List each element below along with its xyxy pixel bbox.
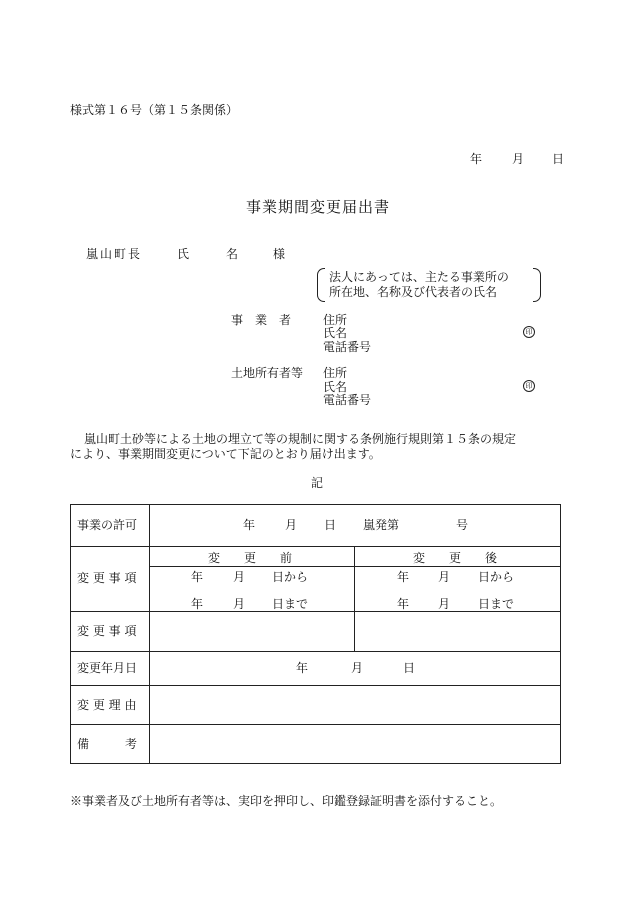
operator-seal-icon: 印 (523, 326, 535, 338)
before-from-year: 年 (191, 570, 204, 584)
date-month-label: 月 (512, 152, 525, 166)
before-from-month: 月 (233, 570, 246, 584)
body-text-line1: 嵐山町土砂等による土地の埋立て等の規制に関する条例施行規則第１５条の規定 (84, 432, 517, 446)
row6-value[interactable] (152, 726, 557, 761)
table-border-left (70, 504, 71, 764)
row4-year: 年 (296, 661, 309, 675)
row1-label: 事業の許可 (77, 518, 138, 532)
operator-address-label: 住所 (323, 313, 348, 327)
row-divider-5 (70, 724, 560, 725)
footnote: ※事業者及び土地所有者等は、実印を押印し、印鑑登録証明書を添付すること。 (70, 794, 503, 808)
table-border-right (560, 504, 561, 764)
row3-after-value[interactable] (357, 613, 557, 649)
row1-num: 号 (456, 518, 469, 532)
row1-day: 日 (324, 518, 337, 532)
row6-label: 備 考 (77, 737, 138, 751)
document-title: 事業期間変更届出書 (246, 198, 391, 216)
table-border-top (70, 504, 560, 505)
after-to-month: 月 (438, 597, 451, 611)
addressee-honorific: 様 (273, 247, 286, 261)
before-from-day: 日から (272, 570, 309, 584)
corporate-note-line1: 法人にあっては、主たる事業所の (329, 270, 509, 284)
label-col-divider (149, 504, 150, 764)
operator-name-label: 氏名 (323, 326, 348, 340)
row4-day: 日 (403, 661, 416, 675)
landowner-seal-icon: 印 (523, 380, 535, 392)
form-number: 様式第１６号（第１５条関係） (70, 103, 239, 117)
landowner-address-label: 住所 (323, 366, 348, 380)
landowner-phone-label: 電話番号 (323, 393, 372, 407)
corporate-note-line2: 所在地、名称及び代表者の氏名 (329, 285, 498, 299)
row-divider-2 (70, 611, 560, 612)
before-to-year: 年 (191, 597, 204, 611)
row1-month: 月 (285, 518, 298, 532)
row1-ref: 嵐発第 (363, 518, 400, 532)
middle-col-divider (354, 546, 355, 651)
before-header: 変 更 前 (208, 551, 293, 565)
row4-month: 月 (351, 661, 364, 675)
operator-phone-label: 電話番号 (323, 340, 372, 354)
addressee-to: 嵐山町長 (86, 247, 143, 261)
after-header: 変 更 後 (413, 551, 498, 565)
before-to-month: 月 (233, 597, 246, 611)
after-from-day: 日から (478, 570, 515, 584)
row3-before-value[interactable] (152, 613, 352, 649)
row2-label: 変 更 事 項 (77, 571, 137, 585)
after-from-month: 月 (438, 570, 451, 584)
landowner-label: 土地所有者等 (231, 366, 304, 380)
row-divider-3 (70, 651, 560, 652)
after-to-day: 日まで (478, 597, 515, 611)
after-to-year: 年 (397, 597, 410, 611)
addressee-name-1: 氏 (177, 247, 190, 261)
row-divider-1 (70, 546, 560, 547)
table-border-bottom (70, 763, 561, 764)
addressee-name-2: 名 (226, 247, 239, 261)
row3-label: 変 更 事 項 (77, 624, 137, 638)
row5-label: 変 更 理 由 (77, 698, 137, 712)
row1-year: 年 (243, 518, 256, 532)
date-year-label: 年 (470, 152, 483, 166)
operator-label: 事 業 者 (231, 313, 292, 327)
after-from-year: 年 (397, 570, 410, 584)
ki-marker: 記 (311, 476, 324, 490)
body-text-line2: により、事業期間変更について下記のとおり届け出ます。 (70, 447, 381, 461)
before-to-day: 日まで (272, 597, 309, 611)
row5-value[interactable] (152, 687, 557, 722)
landowner-name-label: 氏名 (323, 380, 348, 394)
row4-label: 変更年月日 (77, 661, 138, 675)
date-day-label: 日 (552, 152, 565, 166)
row-divider-4 (70, 685, 560, 686)
